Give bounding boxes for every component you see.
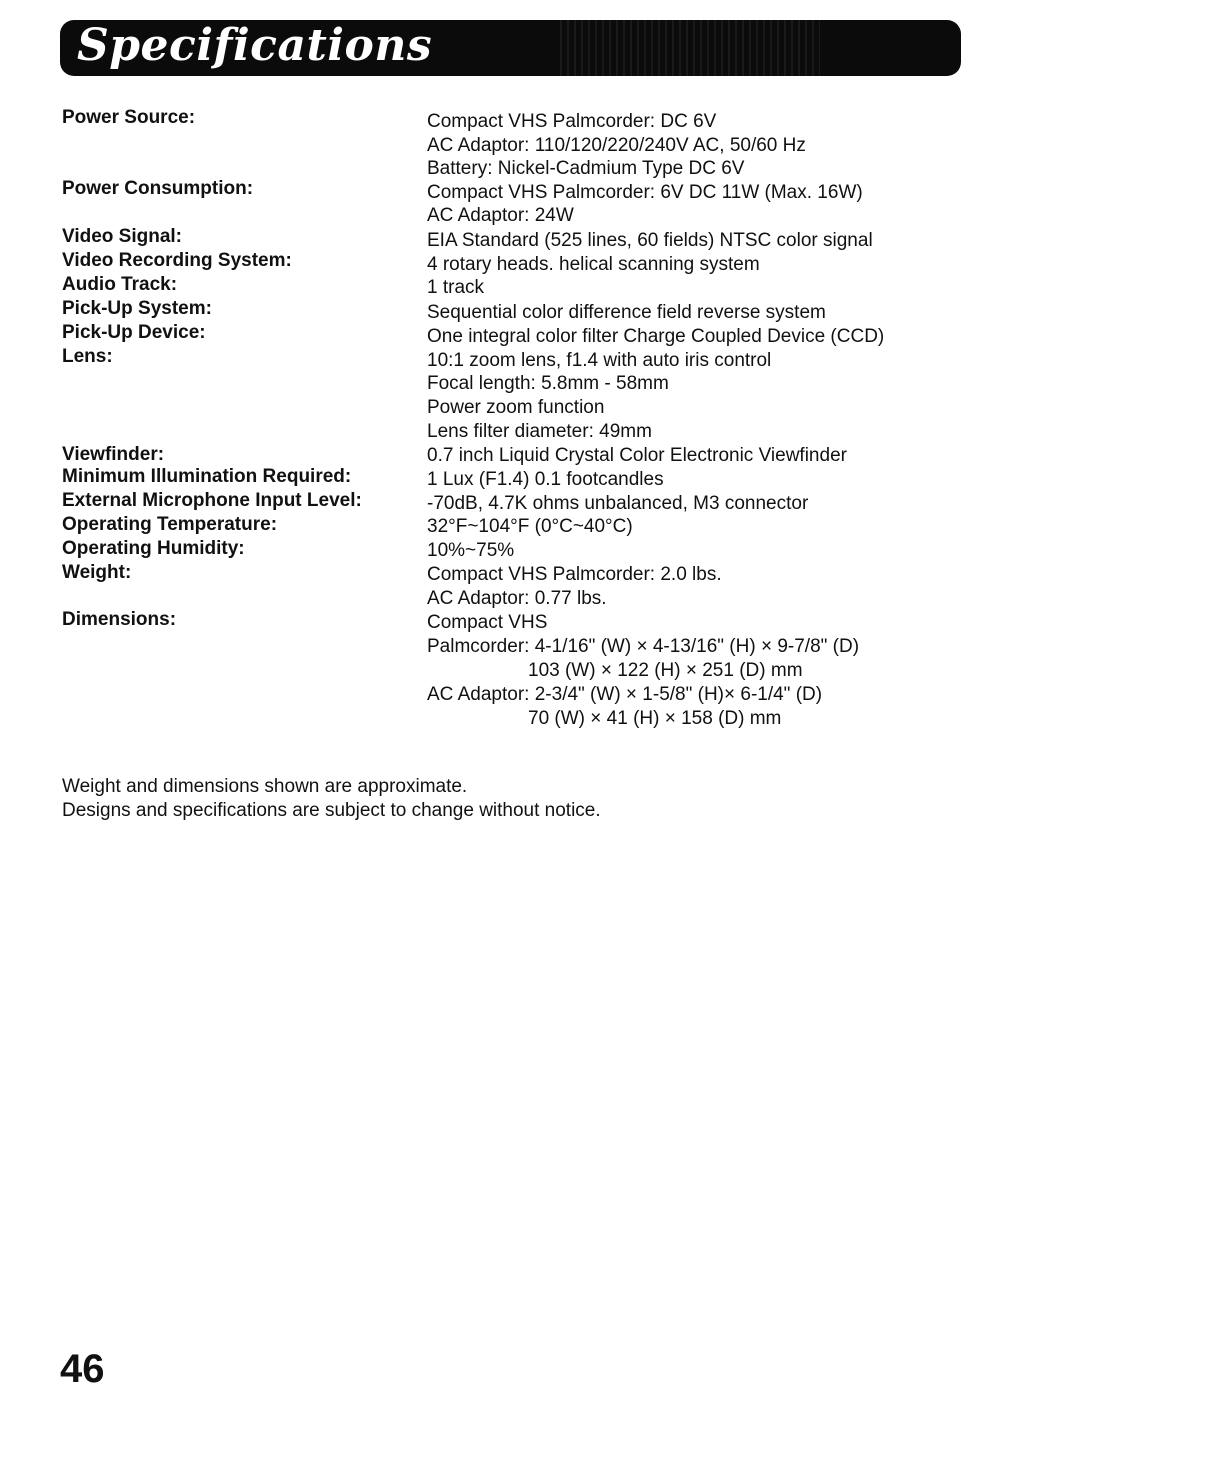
spec-label-dimensions: Dimensions: (62, 609, 177, 630)
spec-value-line: Battery: Nickel-Cadmium Type DC 6V (427, 158, 745, 179)
spec-label-weight: Weight: (62, 562, 132, 583)
spec-value-line: AC Adaptor: 2-3/4" (W) × 1-5/8" (H)× 6-1/4" (D) (427, 684, 823, 705)
spec-value-line: Compact VHS (427, 612, 548, 633)
spec-value-line: Sequential color difference field reverse system (427, 302, 826, 323)
page-number: 46 (60, 1347, 105, 1391)
footnote-approximate: Weight and dimensions shown are approximate. (62, 776, 468, 797)
spec-value-line: 10%~75% (427, 540, 515, 561)
spec-value-line: 70 (W) × 41 (H) × 158 (D) mm (528, 708, 782, 729)
spec-value-line: 0.7 inch Liquid Crystal Color Electronic Viewfinder (427, 445, 847, 466)
page-title: Specifications (77, 20, 433, 71)
spec-value-line: Compact VHS Palmcorder: 2.0 lbs. (427, 564, 722, 585)
spec-value-line: Palmcorder: 4-1/16" (W) × 4-13/16" (H) × 9-7/8" (D) (427, 636, 860, 657)
spec-value-line: 1 Lux (F1.4) 0.1 footcandles (427, 469, 664, 490)
spec-label-power-source: Power Source: (62, 107, 196, 128)
footnote-subject-to-change: Designs and specifications are subject to change without notice. (62, 800, 601, 821)
spec-value-line: Focal length: 5.8mm - 58mm (427, 373, 669, 394)
spec-label-video-recording-system: Video Recording System: (62, 250, 292, 271)
spec-value-line: Compact VHS Palmcorder: 6V DC 11W (Max. 16W) (427, 182, 863, 203)
spec-value-line: 103 (W) × 122 (H) × 251 (D) mm (528, 660, 803, 681)
spec-label-pick-up-system: Pick-Up System: (62, 298, 212, 319)
spec-label-power-consumption: Power Consumption: (62, 178, 254, 199)
spec-label-audio-track: Audio Track: (62, 274, 178, 295)
section-title-bar (60, 20, 961, 76)
spec-value-line: AC Adaptor: 24W (427, 205, 574, 226)
spec-label-pick-up-device: Pick-Up Device: (62, 322, 206, 343)
spec-value-line: One integral color filter Charge Coupled Device (CCD) (427, 326, 885, 347)
spec-label-operating-temperature: Operating Temperature: (62, 514, 278, 535)
spec-value-line: AC Adaptor: 0.77 lbs. (427, 588, 607, 609)
spec-value-line: Lens filter diameter: 49mm (427, 421, 652, 442)
spec-label-video-signal: Video Signal: (62, 226, 183, 247)
spec-label-lens: Lens: (62, 346, 113, 367)
spec-value-line: Compact VHS Palmcorder: DC 6V (427, 111, 717, 132)
spec-value-line: 32°F~104°F (0°C~40°C) (427, 516, 633, 537)
spec-label-viewfinder: Viewfinder: (62, 444, 165, 465)
spec-value-line: EIA Standard (525 lines, 60 fields) NTSC color signal (427, 230, 873, 251)
spec-label-external-microphone: External Microphone Input Level: (62, 490, 362, 511)
spec-value-line: 1 track (427, 277, 485, 298)
spec-value-line: AC Adaptor: 110/120/220/240V AC, 50/60 Hz (427, 135, 806, 156)
spec-value-line: Power zoom function (427, 397, 605, 418)
spec-value-line: 4 rotary heads. helical scanning system (427, 254, 760, 275)
spec-value-line: -70dB, 4.7K ohms unbalanced, M3 connector (427, 493, 809, 514)
spec-label-minimum-illumination: Minimum Illumination Required: (62, 466, 352, 487)
spec-value-line: 10:1 zoom lens, f1.4 with auto iris control (427, 350, 772, 371)
spec-label-operating-humidity: Operating Humidity: (62, 538, 245, 559)
